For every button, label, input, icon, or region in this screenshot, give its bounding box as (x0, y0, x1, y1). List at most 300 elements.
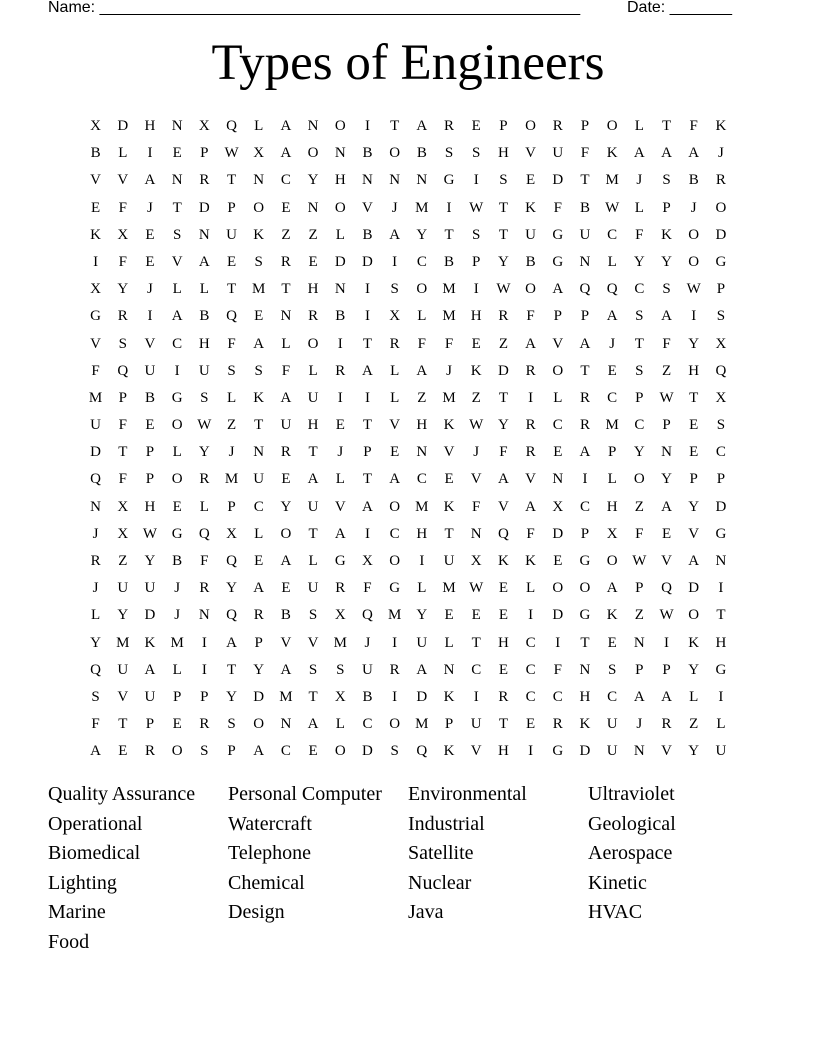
grid-letter: A (144, 661, 156, 678)
grid-letter: U (117, 661, 129, 678)
grid-letter: N (198, 607, 210, 624)
grid-letter: E (498, 607, 508, 624)
grid-letter: O (307, 335, 319, 352)
grid-letter: C (416, 471, 427, 488)
grid-letter: A (280, 553, 292, 569)
grid-letter: I (419, 553, 425, 569)
grid-letter: Z (471, 389, 481, 406)
grid-letter: J (609, 335, 616, 352)
grid-letter: A (497, 471, 509, 488)
grid-letter: T (362, 471, 373, 488)
grid-letter: R (525, 362, 536, 379)
grid-letter: L (254, 118, 264, 134)
grid-letter: A (144, 172, 156, 189)
grid-letter: O (334, 118, 346, 134)
grid-letter: T (580, 362, 590, 379)
word-bank-item: Satellite (408, 842, 474, 865)
grid-letter: L (199, 281, 209, 298)
grid-letter: U (416, 634, 428, 651)
grid-letter: I (473, 281, 479, 298)
grid-letter: V (497, 498, 509, 515)
grid-letter: I (364, 389, 370, 406)
grid-letter: U (280, 417, 292, 434)
grid-letter: K (606, 145, 618, 162)
grid-letter: G (389, 580, 401, 597)
grid-letter: E (145, 226, 155, 243)
grid-letter: A (334, 525, 346, 542)
grid-letter: C (607, 226, 618, 243)
grid-letter: K (144, 634, 156, 651)
grid-letter: A (661, 308, 672, 325)
grid-letter: S (662, 172, 671, 189)
grid-letter: S (200, 389, 209, 406)
grid-letter: W (605, 199, 620, 216)
grid-letter: T (362, 335, 373, 352)
grid-letter: M (442, 580, 456, 597)
grid-letter: C (634, 417, 645, 434)
grid-letter: U (307, 498, 319, 515)
grid-letter: J (147, 281, 153, 298)
grid-letter: I (582, 471, 588, 488)
grid-letter: P (635, 661, 644, 678)
name-field-label: Name: ______________________________________________________ (48, 0, 581, 16)
grid-letter: E (526, 172, 536, 189)
grid-letter: K (579, 716, 591, 733)
grid-letter: V (552, 335, 564, 352)
grid-letter: Y (497, 253, 509, 270)
grid-letter: U (606, 716, 618, 733)
grid-letter: A (362, 362, 373, 379)
grid-letter: F (553, 199, 562, 216)
grid-letter: C (552, 417, 563, 434)
grid-row (82, 303, 735, 330)
grid-letter: L (553, 389, 563, 406)
grid-letter: S (390, 281, 399, 298)
grid-letter: P (662, 661, 671, 678)
grid-letter: F (118, 253, 127, 270)
grid-letter: E (281, 199, 291, 216)
grid-letter: B (444, 253, 455, 270)
grid-letter: W (686, 281, 701, 298)
grid-letter: D (552, 607, 564, 624)
grid-letter: M (605, 172, 619, 189)
grid-letter: N (307, 118, 319, 134)
grid-letter: H (416, 525, 428, 542)
grid-letter: X (715, 389, 727, 406)
grid-letter: E (308, 253, 318, 270)
grid-letter: R (90, 553, 101, 569)
grid-letter: O (389, 716, 401, 733)
grid-letter: M (415, 498, 429, 515)
word-bank-item: Industrial (408, 812, 485, 835)
grid-letter: U (253, 471, 265, 488)
grid-letter: Y (661, 253, 672, 270)
grid-letter: F (227, 335, 236, 352)
grid-letter: S (227, 716, 236, 733)
grid-letter: M (333, 634, 347, 651)
grid-letter: F (91, 716, 100, 733)
grid-letter: O (389, 553, 401, 569)
grid-letter: N (253, 444, 265, 461)
grid-letter: Z (281, 226, 291, 243)
grid-letter: A (307, 471, 319, 488)
grid-letter: A (661, 145, 672, 162)
grid-letter: O (253, 199, 265, 216)
grid-letter: M (170, 634, 184, 651)
grid-letter: N (280, 308, 292, 325)
grid-letter: W (197, 417, 212, 434)
grid-letter: L (172, 661, 182, 678)
grid-letter: J (636, 172, 643, 189)
grid-letter: E (661, 525, 672, 542)
grid-letter: D (715, 226, 727, 243)
word-bank-item: Marine (48, 901, 106, 924)
grid-letter: K (606, 607, 618, 624)
grid-letter: P (118, 389, 127, 406)
grid-letter: K (525, 553, 537, 569)
grid-letter: R (389, 661, 400, 678)
grid-letter: E (689, 417, 699, 434)
grid-letter: N (443, 661, 455, 678)
grid-letter: F (689, 118, 698, 134)
grid-letter: E (145, 253, 155, 270)
grid-letter: M (116, 634, 130, 651)
grid-letter: Z (118, 553, 128, 569)
grid-letter: A (389, 226, 401, 243)
grid-letter: R (280, 444, 291, 461)
grid-letter: A (606, 580, 618, 597)
grid-letter: K (253, 389, 265, 406)
grid-letter: T (498, 389, 508, 406)
grid-letter: Y (497, 417, 509, 434)
grid-letter: G (715, 661, 727, 678)
grid-letter: A (307, 716, 319, 733)
grid-letter: P (635, 389, 644, 406)
grid-letter: R (661, 716, 672, 733)
grid-letter: T (172, 199, 182, 216)
grid-letter: C (525, 634, 536, 651)
word-bank-item: Watercraft (228, 812, 312, 835)
grid-letter: H (144, 498, 156, 515)
grid-letter: N (579, 661, 591, 678)
grid-letter: K (470, 362, 482, 379)
grid-row (82, 276, 735, 303)
grid-letter: A (253, 743, 265, 760)
grid-letter: A (280, 118, 292, 134)
grid-letter: I (364, 525, 370, 542)
grid-letter: X (117, 226, 129, 243)
grid-letter: O (688, 226, 700, 243)
grid-letter: T (226, 281, 237, 298)
grid-letter: I (364, 118, 370, 134)
grid-letter: H (497, 634, 509, 651)
grid-letter: H (470, 308, 482, 325)
grid-row (82, 684, 735, 711)
grid-letter: N (470, 525, 482, 542)
grid-letter: X (90, 118, 102, 134)
grid-letter: D (334, 253, 346, 270)
grid-letter: U (144, 362, 156, 379)
grid-letter: E (172, 498, 182, 515)
grid-letter: T (580, 634, 590, 651)
grid-letter: P (172, 688, 182, 705)
grid-row (82, 140, 735, 167)
grid-letter: V (144, 335, 156, 352)
grid-letter: J (174, 580, 181, 597)
grid-letter: X (90, 281, 102, 298)
grid-row (82, 657, 735, 684)
grid-letter: J (636, 716, 643, 733)
grid-letter: R (335, 580, 346, 597)
grid-letter: T (254, 417, 264, 434)
grid-letter: Z (308, 226, 318, 243)
grid-letter: A (661, 688, 672, 705)
grid-row (82, 548, 735, 575)
grid-letter: I (528, 607, 534, 624)
grid-letter: T (390, 118, 400, 134)
grid-letter: J (92, 580, 99, 597)
grid-letter: L (226, 389, 237, 406)
grid-letter: K (715, 118, 727, 134)
grid-letter: L (607, 253, 617, 270)
grid-letter: L (172, 444, 182, 461)
grid-letter: A (579, 335, 591, 352)
grid-letter: N (171, 172, 183, 189)
grid-letter: T (308, 444, 318, 461)
grid-letter: R (308, 308, 319, 325)
grid-letter: I (528, 389, 534, 406)
grid-letter: V (334, 498, 346, 515)
grid-letter: B (362, 145, 373, 162)
grid-letter: S (390, 743, 399, 760)
grid-letter: S (308, 661, 318, 678)
grid-letter: P (145, 444, 155, 461)
grid-letter: L (335, 471, 345, 488)
grid-letter: J (717, 145, 724, 162)
grid-letter: F (417, 335, 427, 352)
grid-letter: P (580, 525, 590, 542)
grid-letter: N (171, 118, 183, 134)
grid-letter: B (144, 389, 155, 406)
grid-letter: Y (688, 661, 700, 678)
grid-letter: I (201, 634, 207, 651)
grid-letter: J (446, 362, 452, 379)
grid-letter: P (662, 199, 671, 216)
grid-letter: L (390, 362, 400, 379)
word-bank-item: Design (228, 901, 285, 924)
grid-letter: P (227, 199, 236, 216)
grid-letter: V (90, 335, 102, 352)
grid-row (82, 331, 735, 358)
grid-letter: D (552, 525, 564, 542)
grid-letter: K (443, 743, 455, 760)
grid-letter: O (633, 471, 645, 488)
grid-letter: I (201, 661, 207, 678)
grid-letter: U (443, 553, 455, 569)
grid-letter: O (606, 553, 618, 569)
grid-letter: Z (417, 389, 427, 406)
grid-letter: M (415, 716, 429, 733)
grid-letter: R (579, 389, 590, 406)
grid-letter: Y (144, 553, 156, 569)
grid-letter: R (117, 308, 128, 325)
grid-letter: D (362, 743, 373, 760)
grid-letter: J (364, 634, 371, 651)
grid-letter: G (171, 389, 183, 406)
grid-letter: N (198, 226, 210, 243)
grid-letter: B (280, 607, 291, 624)
grid-letter: U (144, 688, 156, 705)
grid-letter: F (526, 525, 535, 542)
grid-letter: D (715, 498, 727, 515)
grid-letter: U (198, 362, 210, 379)
grid-letter: L (118, 145, 128, 162)
grid-letter: I (664, 634, 670, 651)
grid-letter: U (715, 743, 727, 760)
grid-row (82, 385, 735, 412)
grid-letter: T (308, 525, 318, 542)
grid-letter: E (553, 553, 563, 569)
grid-letter: D (416, 688, 428, 705)
grid-letter: T (118, 444, 128, 461)
grid-letter: T (226, 172, 237, 189)
grid-letter: L (526, 580, 536, 597)
grid-letter: R (579, 417, 590, 434)
grid-letter: R (552, 118, 563, 134)
grid-letter: L (199, 498, 209, 515)
grid-letter: B (525, 253, 536, 270)
grid-letter: D (688, 580, 700, 597)
grid-letter: L (444, 634, 454, 651)
grid-letter: X (253, 145, 265, 162)
grid-letter: I (392, 253, 398, 270)
grid-letter: N (416, 444, 428, 461)
grid-letter: G (552, 226, 564, 243)
grid-letter: X (362, 553, 373, 569)
grid-letter: Q (90, 471, 102, 488)
grid-letter: S (308, 607, 318, 624)
grid-letter: Q (198, 525, 210, 542)
grid-letter: J (690, 199, 697, 216)
grid-letter: V (443, 444, 455, 461)
grid-letter: P (607, 444, 617, 461)
grid-letter: A (362, 498, 373, 515)
grid-letter: P (635, 580, 644, 597)
grid-row (82, 711, 735, 738)
grid-letter: N (90, 498, 102, 515)
grid-letter: C (525, 688, 536, 705)
grid-letter: H (497, 145, 509, 162)
grid-letter: D (253, 688, 265, 705)
word-bank (48, 780, 768, 958)
grid-letter: W (224, 145, 239, 162)
grid-letter: I (93, 253, 99, 270)
grid-letter: O (715, 199, 727, 216)
grid-letter: U (525, 226, 537, 243)
grid-letter: V (117, 688, 129, 705)
grid-letter: F (553, 661, 562, 678)
grid-letter: J (391, 199, 398, 216)
grid-letter: T (118, 716, 128, 733)
grid-letter: E (471, 118, 481, 134)
grid-letter: H (307, 417, 319, 434)
grid-letter: E (444, 471, 454, 488)
grid-letter: Z (661, 362, 672, 379)
grid-letter: B (362, 688, 373, 705)
grid-letter: I (691, 308, 697, 325)
grid-letter: T (444, 525, 454, 542)
grid-letter: S (472, 145, 481, 162)
grid-letter: G (552, 253, 564, 270)
grid-letter: A (633, 145, 645, 162)
grid-letter: B (172, 553, 183, 569)
word-bank-item: Telephone (228, 842, 312, 865)
grid-letter: R (525, 417, 536, 434)
grid-letter: M (442, 281, 456, 298)
grid-letter: O (334, 199, 346, 216)
grid-letter: L (281, 335, 291, 352)
grid-letter: D (579, 743, 591, 760)
grid-letter: G (579, 553, 591, 569)
grid-letter: E (526, 716, 536, 733)
word-bank-item: Quality Assurance (48, 783, 196, 805)
grid-letter: J (174, 607, 181, 624)
grid-letter: S (444, 145, 454, 162)
grid-letter: V (307, 634, 319, 651)
grid-letter: T (281, 281, 291, 298)
grid-letter: A (253, 335, 265, 352)
grid-letter: S (635, 308, 644, 325)
grid-letter: Q (661, 580, 672, 597)
grid-letter: E (145, 417, 155, 434)
grid-letter: J (92, 525, 99, 542)
grid-letter: K (443, 498, 455, 515)
grid-letter: A (661, 498, 672, 515)
grid-letter: C (416, 253, 427, 270)
grid-letter: D (117, 118, 129, 134)
grid-letter: Z (689, 716, 699, 733)
grid-letter: P (716, 471, 726, 488)
grid-letter: N (334, 281, 346, 298)
grid-letter: O (579, 580, 591, 597)
grid-letter: I (147, 145, 153, 162)
grid-letter: E (471, 335, 481, 352)
grid-letter: P (227, 743, 236, 760)
grid-letter: V (470, 471, 482, 488)
grid-row (82, 222, 735, 249)
grid-letter: E (118, 743, 128, 760)
grid-letter: Y (688, 335, 700, 352)
grid-letter: P (662, 417, 671, 434)
grid-letter: S (118, 335, 127, 352)
grid-letter: C (471, 661, 482, 678)
grid-letter: V (90, 172, 102, 189)
grid-letter: A (579, 444, 591, 461)
grid-letter: U (90, 417, 102, 434)
grid-letter: V (661, 743, 672, 760)
grid-letter: W (469, 580, 484, 597)
grid-letter: I (392, 688, 398, 705)
grid-letter: W (469, 199, 484, 216)
grid-letter: P (580, 118, 590, 134)
word-bank-item: Nuclear (408, 871, 472, 894)
grid-letter: M (442, 389, 456, 406)
grid-letter: S (254, 362, 263, 379)
grid-letter: L (607, 471, 617, 488)
date-field-label: Date: _______ (627, 0, 732, 16)
grid-letter: Y (633, 444, 645, 461)
grid-letter: F (91, 362, 100, 379)
